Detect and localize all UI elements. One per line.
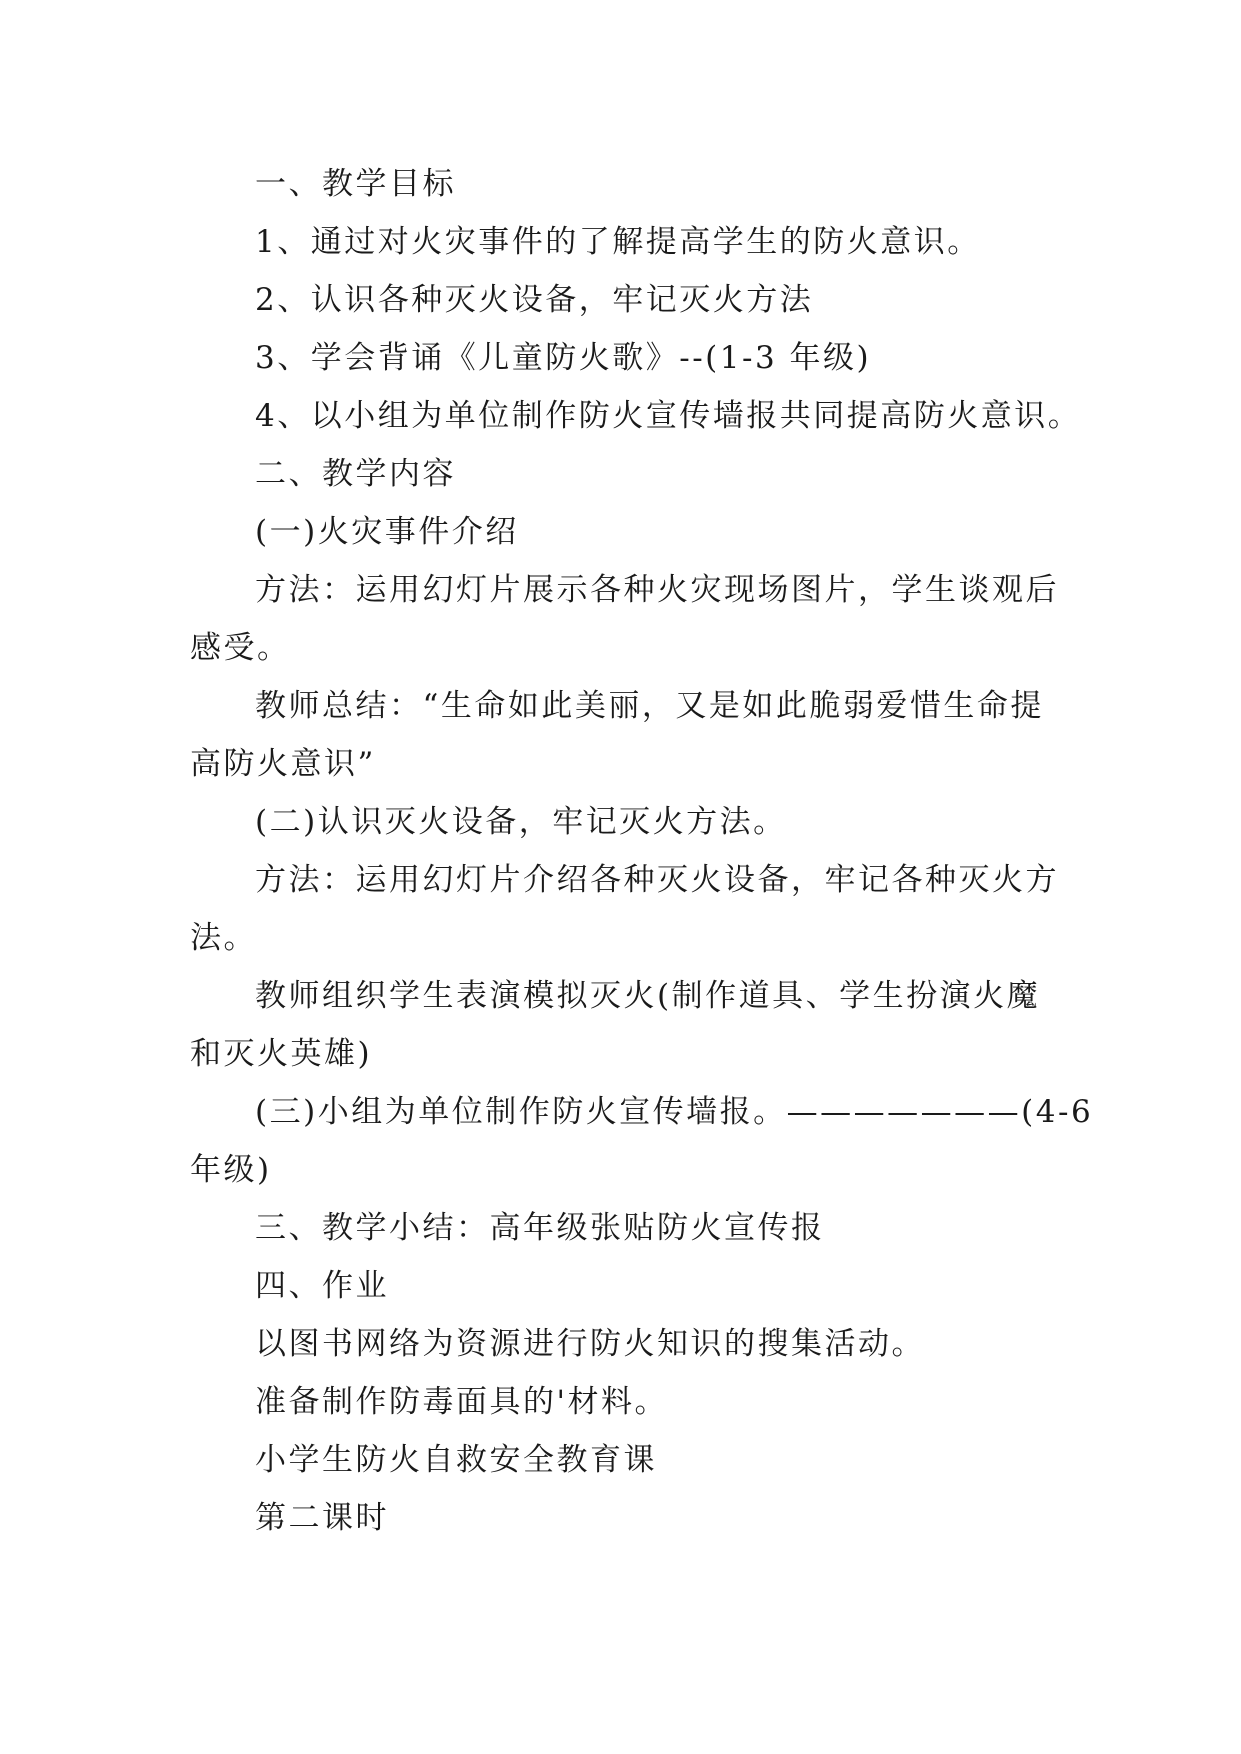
subsection-heading-3: (三)小组为单位制作防火宣传墙报。———————(4-6 xyxy=(255,1094,1094,1130)
goal-item-2: 2、认识各种灭火设备，牢记灭火方法 xyxy=(255,282,814,318)
paragraph-line: 年级) xyxy=(190,1152,272,1188)
paragraph-line: 方法：运用幻灯片介绍各种灭火设备，牢记各种灭火方 xyxy=(255,862,1059,898)
paragraph-line: 教师组织学生表演模拟灭火(制作道具、学生扮演火魔 xyxy=(255,978,1041,1014)
homework-item-1: 以图书网络为资源进行防火知识的搜集活动。 xyxy=(255,1326,925,1362)
goal-item-4: 4、以小组为单位制作防火宣传墙报共同提高防火意识。 xyxy=(255,398,1082,434)
paragraph-line: 教师总结：“生命如此美丽，又是如此脆弱爱惜生命提 xyxy=(255,688,1044,724)
section-heading-teaching-goals: 一、教学目标 xyxy=(255,166,456,202)
lesson-period: 第二课时 xyxy=(255,1500,389,1536)
homework-item-2: 准备制作防毒面具的'材料。 xyxy=(255,1384,669,1420)
section-heading-summary: 三、教学小结：高年级张贴防火宣传报 xyxy=(255,1210,825,1246)
section-heading-teaching-content: 二、教学内容 xyxy=(255,456,456,492)
goal-item-1: 1、通过对火灾事件的了解提高学生的防火意识。 xyxy=(255,224,981,260)
paragraph-line: 方法：运用幻灯片展示各种火灾现场图片，学生谈观后 xyxy=(255,572,1059,608)
subsection-heading-1: (一)火灾事件介绍 xyxy=(255,514,519,550)
lesson-title: 小学生防火自救安全教育课 xyxy=(255,1442,657,1478)
section-heading-homework: 四、作业 xyxy=(255,1268,389,1304)
paragraph-line: 法。 xyxy=(190,920,257,956)
subsection-heading-2: (二)认识灭火设备，牢记灭火方法。 xyxy=(255,804,787,840)
goal-item-3: 3、学会背诵《儿童防火歌》--(1-3 年级) xyxy=(255,340,872,376)
paragraph-line: 高防火意识” xyxy=(190,746,376,782)
paragraph-line: 和灭火英雄) xyxy=(190,1036,373,1072)
paragraph-line: 感受。 xyxy=(190,630,291,666)
